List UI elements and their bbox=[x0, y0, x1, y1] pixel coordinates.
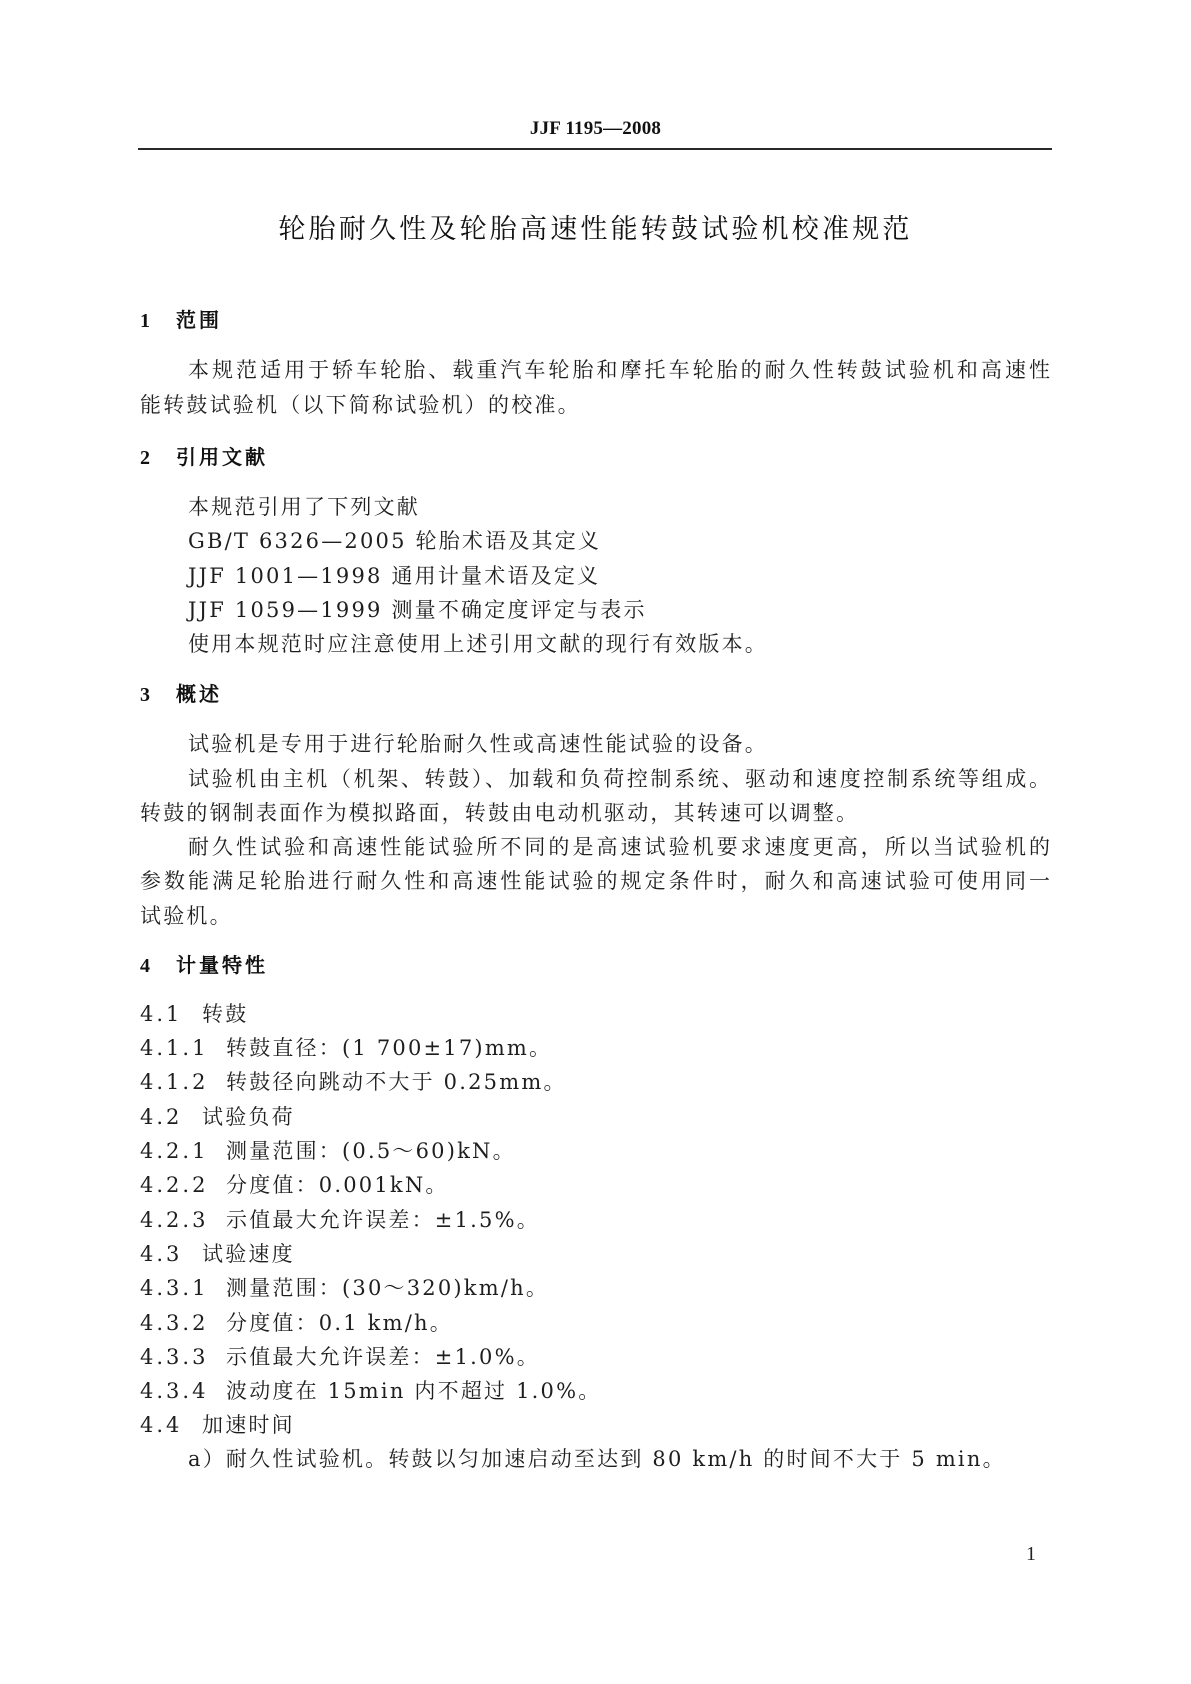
document-title: 轮胎耐久性及轮胎高速性能转鼓试验机校准规范 bbox=[278, 214, 913, 245]
clause-text: 转鼓直径：(1 700±17)mm。 bbox=[226, 1036, 553, 1060]
clause-item bbox=[140, 1101, 295, 1131]
clause-text: 测量范围：(30～320)km/h。 bbox=[226, 1276, 550, 1300]
clause-text: 分度值：0.1 km/h。 bbox=[226, 1311, 453, 1335]
clause-item bbox=[140, 1238, 295, 1268]
running-header-code: JJF 1195—2008 bbox=[529, 118, 662, 139]
clause-item bbox=[140, 1032, 552, 1062]
paragraph-line: 转鼓的钢制表面作为模拟路面，转鼓由电动机驱动，其转速可以调整。 bbox=[140, 801, 860, 825]
section-heading-4 bbox=[140, 949, 268, 978]
section-heading-1 bbox=[140, 304, 222, 333]
clause-number: 4.3.1 bbox=[140, 1276, 209, 1300]
section-label: 概述 bbox=[176, 682, 222, 706]
clause-number: 4.2 bbox=[140, 1105, 183, 1129]
paragraph-line: 本规范适用于轿车轮胎、载重汽车轮胎和摩托车轮胎的耐久性转鼓试验机和高速性 bbox=[188, 358, 1050, 382]
clause-item bbox=[140, 1272, 549, 1302]
header-rule bbox=[138, 148, 1052, 150]
paragraph-line: 使用本规范时应注意使用上述引用文献的现行有效版本。 bbox=[188, 632, 768, 656]
clause-item bbox=[140, 1066, 567, 1096]
clause-item bbox=[140, 1169, 449, 1199]
section-heading-2 bbox=[140, 441, 268, 470]
reference-item: JJF 1001—1998 通用计量术语及定义 bbox=[188, 564, 601, 588]
section-label: 范围 bbox=[176, 308, 222, 332]
clause-text: 分度值：0.001kN。 bbox=[226, 1173, 449, 1197]
paragraph-line: 试验机由主机（机架、转鼓）、加载和负荷控制系统、驱动和速度控制系统等组成。 bbox=[188, 767, 1050, 791]
page-number: 1 bbox=[1026, 1543, 1036, 1565]
clause-item bbox=[140, 1409, 295, 1439]
clause-text: 示值最大允许误差：±1.0%。 bbox=[226, 1345, 540, 1369]
clause-item bbox=[140, 1204, 540, 1234]
clause-text: 试验负荷 bbox=[202, 1105, 295, 1129]
clause-text: 转鼓 bbox=[202, 1002, 249, 1026]
clause-item bbox=[140, 998, 248, 1028]
clause-number: 4.1 bbox=[140, 1002, 183, 1026]
paragraph-line: 参数能满足轮胎进行耐久性和高速性能试验的规定条件时，耐久和高速试验可使用同一 bbox=[140, 869, 1050, 893]
section-number: 3 bbox=[140, 684, 150, 706]
paragraph-line: 耐久性试验和高速性能试验所不同的是高速试验机要求速度更高，所以当试验机的 bbox=[188, 835, 1050, 859]
clause-number: 4.2.1 bbox=[140, 1139, 209, 1163]
clause-number: 4.4 bbox=[140, 1413, 183, 1437]
clause-item bbox=[140, 1341, 540, 1371]
section-label: 计量特性 bbox=[176, 953, 268, 977]
clause-number: 4.3.3 bbox=[140, 1345, 209, 1369]
reference-item: GB/T 6326—2005 轮胎术语及其定义 bbox=[188, 529, 602, 553]
paragraph-line: 本规范引用了下列文献 bbox=[188, 495, 420, 519]
clause-text: 示值最大允许误差：±1.5%。 bbox=[226, 1208, 540, 1232]
clause-number: 4.1.1 bbox=[140, 1036, 209, 1060]
clause-text: 加速时间 bbox=[202, 1413, 295, 1437]
clause-number: 4.2.2 bbox=[140, 1173, 209, 1197]
clause-item bbox=[140, 1375, 601, 1405]
section-label: 引用文献 bbox=[176, 445, 268, 469]
sub-item: a）耐久性试验机。转鼓以匀加速启动至达到 80 km/h 的时间不大于 5 min。 bbox=[188, 1447, 1006, 1471]
clause-item bbox=[140, 1135, 516, 1165]
clause-item bbox=[140, 1307, 453, 1337]
clause-number: 4.3.2 bbox=[140, 1311, 209, 1335]
paragraph-line: 试验机是专用于进行轮胎耐久性或高速性能试验的设备。 bbox=[188, 732, 768, 756]
section-number: 2 bbox=[140, 447, 150, 469]
section-number: 1 bbox=[140, 310, 150, 332]
clause-text: 转鼓径向跳动不大于 0.25mm。 bbox=[226, 1070, 567, 1094]
clause-number: 4.3 bbox=[140, 1242, 183, 1266]
clause-text: 波动度在 15min 内不超过 1.0%。 bbox=[226, 1379, 602, 1403]
paragraph-line: 能转鼓试验机（以下简称试验机）的校准。 bbox=[140, 393, 581, 417]
reference-item: JJF 1059—1999 测量不确定度评定与表示 bbox=[188, 598, 647, 622]
paragraph-line: 试验机。 bbox=[140, 904, 233, 928]
clause-text: 测量范围：(0.5～60)kN。 bbox=[226, 1139, 516, 1163]
clause-text: 试验速度 bbox=[202, 1242, 295, 1266]
clause-number: 4.1.2 bbox=[140, 1070, 209, 1094]
section-heading-3 bbox=[140, 678, 222, 707]
clause-number: 4.3.4 bbox=[140, 1379, 209, 1403]
section-number: 4 bbox=[140, 955, 150, 977]
clause-number: 4.2.3 bbox=[140, 1208, 209, 1232]
